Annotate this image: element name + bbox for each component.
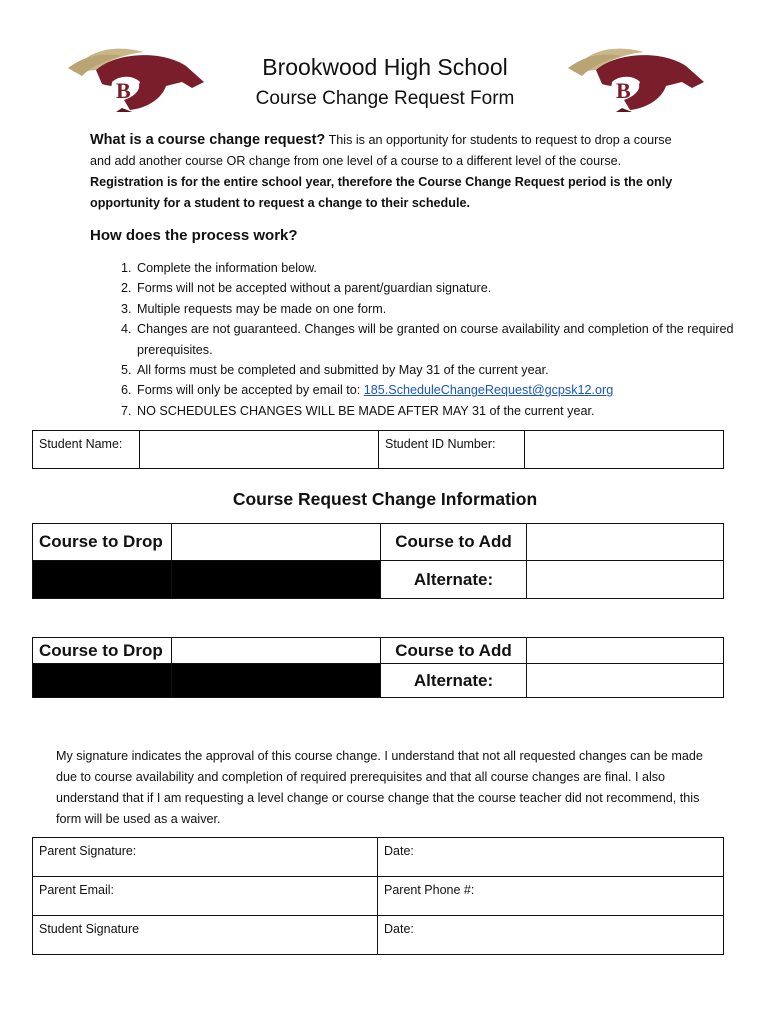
signature-table xyxy=(32,837,724,955)
process-steps xyxy=(88,258,735,421)
intro-bold-text: Registration is for the entire school year, therefore the Course Change Request period is the only opportunity for a student to request a change to their schedule. xyxy=(90,175,673,210)
step-email-text: Forms will only be accepted by email to: xyxy=(137,383,364,398)
school-name: Brookwood High School xyxy=(262,54,508,80)
course-to-add-label: Course to Add xyxy=(381,524,527,561)
step-item: 2. Forms will not be accepted without a parent/guardian signature. xyxy=(135,278,735,298)
alternate-label: Alternate: xyxy=(381,664,527,698)
parent-email-field[interactable] xyxy=(33,877,378,916)
signature-statement: My signature indicates the approval of this course change. I understand that not all requested changes can be made due to course availability and completion of required prerequisites and that all course changes are final. I also understand that if I am requesting a level change or course change that the course teacher did not recommend, this form will be used as a waiver. xyxy=(56,749,703,826)
student-info-table xyxy=(32,430,724,469)
date-label: Date: xyxy=(384,844,414,858)
course-to-drop-field[interactable] xyxy=(172,524,381,561)
parent-phone-field[interactable] xyxy=(378,877,724,916)
date-label: Date: xyxy=(384,922,414,936)
step-item: 4. Changes are not guaranteed. Changes will be granted on course availability and completion of the required prerequisites. xyxy=(135,319,735,360)
alternate-label: Alternate: xyxy=(381,561,527,599)
process-heading: How does the process work? xyxy=(90,227,298,244)
course-to-drop-label: Course to Drop xyxy=(33,638,172,664)
step-item: 5. All forms must be completed and submitted by May 31 of the current year. xyxy=(135,360,735,380)
student-id-label: Student ID Number: xyxy=(379,431,525,469)
student-signature-label: Student Signature xyxy=(39,922,140,936)
course-to-add-field[interactable] xyxy=(527,638,724,664)
student-name-label: Student Name: xyxy=(33,431,140,469)
course-request-table-2 xyxy=(32,637,724,698)
parent-phone-label: Parent Phone #: xyxy=(384,883,475,897)
blackout-cell xyxy=(33,561,172,599)
parent-email-label: Parent Email: xyxy=(39,883,115,897)
blackout-cell xyxy=(172,561,381,599)
step-item xyxy=(135,380,735,400)
svg-text:B: B xyxy=(116,78,131,103)
student-name-field[interactable] xyxy=(140,431,379,469)
step-item: 1. Complete the information below. xyxy=(135,258,735,278)
parent-signature-field[interactable] xyxy=(33,838,378,877)
course-to-add-label: Course to Add xyxy=(381,638,527,664)
course-to-drop-label: Course to Drop xyxy=(33,524,172,561)
course-request-table-1 xyxy=(32,523,724,599)
email-link[interactable]: 185.ScheduleChangeRequest@gcpsk12.org xyxy=(363,383,614,398)
blackout-cell xyxy=(172,664,381,698)
step-item: 7. NO SCHEDULES CHANGES WILL BE MADE AFTER MAY 31 of the current year. xyxy=(135,401,735,421)
svg-text:B: B xyxy=(616,78,631,103)
alternate-field[interactable] xyxy=(527,561,724,599)
form-title: Course Change Request Form xyxy=(255,88,515,109)
alternate-field[interactable] xyxy=(527,664,724,698)
parent-signature-label: Parent Signature: xyxy=(39,844,137,858)
course-to-drop-field[interactable] xyxy=(172,638,381,664)
intro-question: What is a course change request? xyxy=(90,132,326,148)
step-item: 3. Multiple requests may be made on one form. xyxy=(135,299,735,319)
parent-date-field[interactable] xyxy=(378,838,724,877)
course-section-title: Course Request Change Information xyxy=(232,489,538,509)
student-id-field[interactable] xyxy=(525,431,724,469)
intro-paragraph xyxy=(90,130,690,214)
intro-text: This is an opportunity for students to request to drop a course and add another course OR change from one level of a course to a different level of the course. xyxy=(90,133,672,168)
course-to-add-field[interactable] xyxy=(527,524,724,561)
student-signature-field[interactable] xyxy=(33,916,378,955)
student-date-field[interactable] xyxy=(378,916,724,955)
blackout-cell xyxy=(33,664,172,698)
